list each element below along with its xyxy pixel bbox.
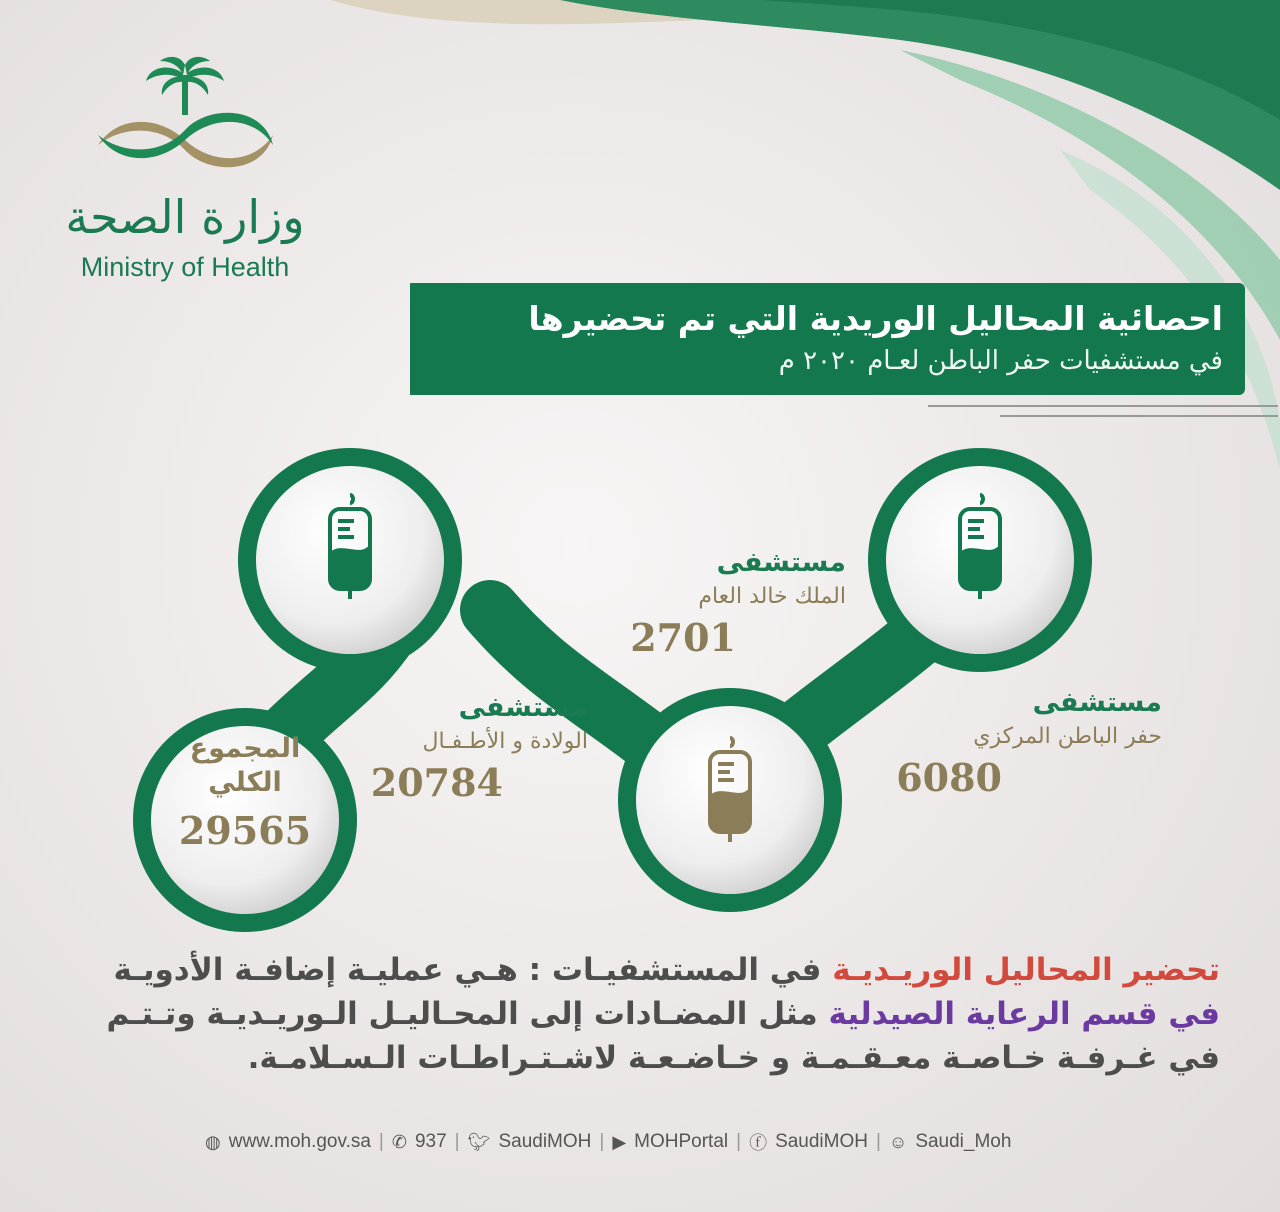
twitter-icon: 🐦︎: [467, 1131, 491, 1152]
description-highlight-purple: في قسم الرعاية الصيدلية: [828, 996, 1220, 1032]
description-highlight-red: تحضير المحاليل الوريـديـة: [832, 952, 1220, 988]
footer-facebook[interactable]: SaudiMOH: [775, 1131, 868, 1152]
globe-icon: ◍: [205, 1131, 221, 1152]
description-text: مثل المضـادات إلى المحـاليـل الـوريـديـة وتـتـم: [106, 996, 829, 1032]
description-text: في المستشفيـات : هـي عمليـة إضافـة الأدويـة: [113, 952, 833, 988]
hospital-maternity: [350, 690, 588, 808]
hospital-king-khalid: [590, 545, 846, 663]
hospital-label: مستشفى: [716, 547, 846, 578]
footer-contacts: ◍ www.moh.gov.sa | ✆ 937 | 🐦︎ SaudiMOH | ▶ MOHPortal | ⓕ SaudiMOH | ☺ Saudi_Moh: [205, 1131, 1012, 1153]
moh-english-name: Ministry of Health: [80, 252, 290, 282]
total-block: [165, 732, 325, 856]
hospital-label: مستشفى: [458, 692, 588, 723]
total-label-2: الكلي: [208, 767, 282, 798]
hospital-name: الملك خالد العام: [698, 584, 846, 609]
hospital-name: الولادة و الأطـفـال: [422, 729, 588, 754]
total-label-1: المجموع: [189, 733, 301, 764]
hospital-value: 2701: [630, 615, 736, 660]
footer-phone[interactable]: 937: [414, 1131, 447, 1152]
footer-twitter[interactable]: SaudiMOH: [498, 1131, 592, 1152]
divider-line: [928, 405, 1278, 407]
page-title: احصائية المحاليل الوريدية التي تم تحضيرها: [528, 299, 1223, 338]
moh-arabic-name: وزارة الصحة: [65, 190, 305, 244]
hospital-central: [880, 685, 1162, 803]
facebook-icon: ⓕ: [749, 1133, 768, 1153]
hospital-value: 20784: [370, 760, 503, 805]
page-subtitle: في مستشفيات حفر الباطن لعـام ٢٠٢٠ م: [778, 346, 1223, 376]
moh-logo-emblem: [88, 55, 283, 185]
description-text: في غـرفـة خـاصـة معـقـمـة و خـاضـعـة لاشـتـراطـات الـسـلامـة.: [247, 1040, 1220, 1076]
hospital-label: مستشفى: [1032, 687, 1162, 718]
hospital-name: حفر الباطن المركزي: [973, 724, 1162, 749]
total-value: 29565: [178, 808, 312, 853]
divider-line: [1000, 415, 1278, 417]
youtube-icon: ▶: [612, 1131, 627, 1152]
footer-youtube[interactable]: MOHPortal: [634, 1131, 729, 1152]
hospital-value: 6080: [896, 755, 1002, 800]
snapchat-icon: ☺: [888, 1131, 908, 1152]
description-paragraph: [60, 948, 1220, 1080]
footer-snapchat[interactable]: Saudi_Moh: [915, 1131, 1012, 1152]
phone-icon: ✆: [391, 1131, 407, 1152]
footer-website[interactable]: www.moh.gov.sa: [228, 1131, 371, 1152]
title-banner: [410, 283, 1245, 395]
